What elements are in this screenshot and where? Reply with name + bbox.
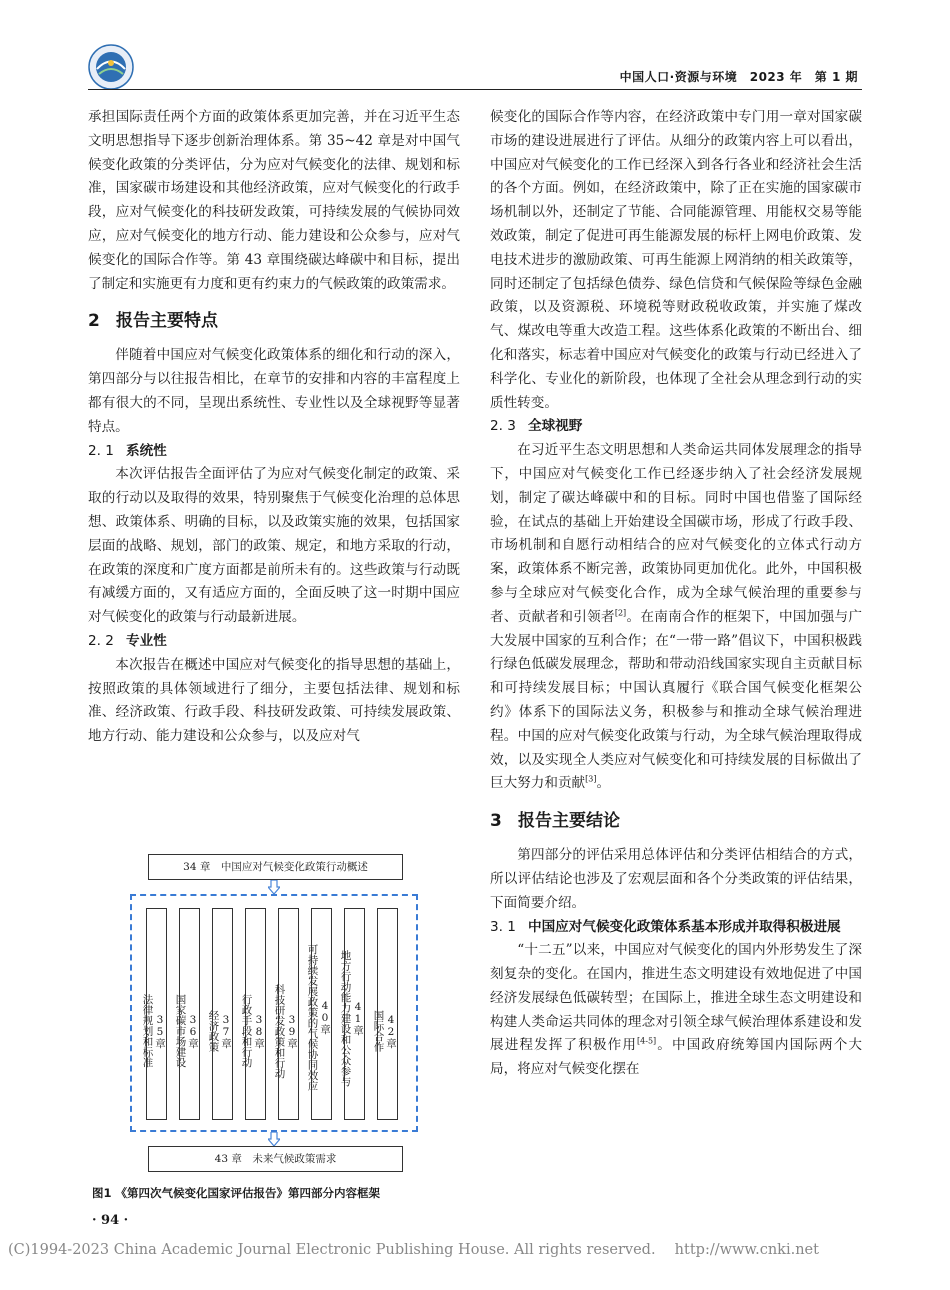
chapter-box bbox=[207, 908, 233, 1120]
chapter-box bbox=[240, 908, 266, 1120]
chapter-title: 法律规划和标准 bbox=[141, 994, 154, 1068]
section-heading bbox=[88, 308, 460, 334]
journal-logo-icon bbox=[88, 44, 134, 90]
subsection-heading bbox=[490, 415, 862, 439]
chapter-box bbox=[174, 908, 200, 1120]
chapter-title: 科技研发政策和行动 bbox=[273, 983, 286, 1079]
section-number: 2 bbox=[88, 311, 100, 332]
citation-ref: [2] bbox=[614, 608, 627, 618]
chapter-title: 经济政策 bbox=[207, 1010, 220, 1052]
citation-ref: [3] bbox=[585, 774, 597, 784]
section-heading bbox=[490, 808, 862, 834]
chapter-number: 40章 bbox=[319, 999, 331, 1035]
subsection-number: 2. 3 bbox=[490, 418, 516, 435]
section-title: 报告主要结论 bbox=[518, 811, 620, 832]
chapter-number: 35章 bbox=[154, 1013, 166, 1049]
chapter-number: 42章 bbox=[385, 1013, 397, 1049]
subsection-heading bbox=[88, 440, 460, 464]
chapter-box bbox=[273, 908, 299, 1120]
chapter-number: 41章 bbox=[352, 1000, 364, 1036]
text-run: 在习近平生态文明思想和人类命运共同体发展理念的指导下，中国应对气候变化工作已经逐步纳入了社会经济发展规划，制定了碳达峰碳中和的目标。同时中国也借鉴了国际经验，在试点的基础上开始建设全国碳市场，形成了行政手段、市场机制和自愿行动相结合的应对气候变化的立体式行动方案，政策体系不断完善，政策协同更加优化。此外，中国积极参与全球应对气候变化合作，成为全球气候治理的重要参与者、贡献者和引领者 bbox=[490, 442, 862, 625]
chapter-number: 39章 bbox=[286, 1013, 298, 1049]
paragraph bbox=[490, 439, 862, 796]
section-number: 3 bbox=[490, 811, 502, 832]
chapter-title: 国家碳市场建设 bbox=[174, 994, 187, 1068]
paragraph: 承担国际责任两个方面的政策体系更加完善，并在习近平生态文明思想指导下逐步创新治理体系。第 35~42 章是对中国气候变化政策的分类评估，分为应对气候变化的法律、规划和标准，国家碳市场建设和其他经济政策，应对气候变化的行政手段，应对气候变化的科技研发政策，可持续发展的气候协同效应，应对气候变化的地方行动、能力建设和公众参与，应对气候变化的国际合作等。第 43 章围绕碳达峰碳中和目标，提出了制定和实施更有力度和更有约束力的气候政策的政策需求。 bbox=[88, 109, 460, 292]
text-run: “十二五”以来，中国应对气候变化的国内外形势发生了深刻复杂的变化。在国内，推进生态文明建设有效地促进了中国经济发展绿色低碳转型；在国际上，推进全球生态文明建设和构建人类命运共同体的理念对引领全球气候治理体系建设和发展进程发挥了积极作用 bbox=[490, 942, 862, 1054]
paragraph: 本次报告在概述中国应对气候变化的指导思想的基础上，按照政策的具体领域进行了细分，主要包括法律、规划和标准、经济政策、行政手段、科技研发政策、可持续发展政策、地方行动、能力建设和公众参与，以及应对气 bbox=[88, 656, 460, 745]
paragraph: 第四部分的评估采用总体评估和分类评估相结合的方式，所以评估结论也涉及了宏观层面和各个分类政策的评估结果，下面简要介绍。 bbox=[490, 847, 862, 911]
chapter-title: 可持续发展政策的气候协同效应 bbox=[306, 943, 319, 1091]
subsection-title: 专业性 bbox=[126, 632, 167, 649]
subsection-title: 系统性 bbox=[126, 442, 167, 459]
journal-header: 中国人口·资源与环境 2023 年 第 1 期 bbox=[619, 70, 858, 84]
paragraph: 伴随着中国应对气候变化政策体系的细化和行动的深入，第四部分与以往报告相比，在章节的安排和内容的丰富程度上都有很大的不同，呈现出系统性、专业性以及全球视野等显著特点。 bbox=[88, 347, 460, 435]
paragraph: 本次评估报告全面评估了为应对气候变化制定的政策、采取的行动以及取得的效果，特别聚焦于气候变化治理的总体思想、政策体系、明确的目标，以及政策实施的效果，包括国家层面的战略、规划，部门的政策、规定，和地方采取的行动，在政策的深度和广度方面都是前所未有的。这些政策与行动既有减缓方面的，又有适应方面的，全面反映了这一时期中国应对气候变化的政策与行动最新进展。 bbox=[88, 466, 460, 626]
down-arrow-icon bbox=[268, 880, 280, 894]
figure-top-box: 34 章 中国应对气候变化政策行动概述 bbox=[148, 854, 403, 880]
chapter-number: 38章 bbox=[253, 1013, 265, 1049]
chapter-title: 行政手段和行动 bbox=[240, 994, 253, 1068]
chapter-box bbox=[306, 908, 332, 1120]
subsection-heading bbox=[490, 916, 862, 940]
paragraph: 候变化的国际合作等内容，在经济政策中专门用一章对国家碳市场的建设进展进行了评估。从细分的政策内容上可以看出，中国应对气候变化的工作已经深入到各行各业和经济社会生活的各个方面。例如，在经济政策中，除了正在实施的国家碳市场机制以外，还制定了节能、合同能源管理、用能权交易等能效政策，制定了促进可再生能源发展的标杆上网电价政策、发电技术进步的激励政策、可再生能源上网消纳的相关政策等，同时还制定了包括绿色债券、绿色信贷和气候保险等绿色金融政策，以及资源税、环境税等财政税收政策，并实施了煤改气、煤改电等重大改造工程。这些体系化政策的不断出台、细化和落实，标志着中国应对气候变化的政策与行动已经进入了科学化、专业化的新阶段，也体现了全社会从理念到行动的实质性转变。 bbox=[490, 109, 862, 411]
chapter-number: 37章 bbox=[220, 1013, 232, 1049]
paragraph bbox=[490, 939, 862, 1082]
text-run: 。 bbox=[596, 775, 611, 792]
text-run: 。中国政府统筹国内国际两个大局，将应对气候变化摆在 bbox=[490, 1037, 862, 1078]
right-column bbox=[490, 106, 862, 1082]
figure-caption: 图1 《第四次气候变化国家评估报告》第四部分内容框架 bbox=[92, 1186, 381, 1200]
copyright-footer: (C)1994-2023 China Academic Journal Electronic Publishing House. All rights reserved. http://www.cnki.net bbox=[8, 1242, 819, 1258]
chapter-number: 36章 bbox=[187, 1013, 199, 1049]
subsection-title: 全球视野 bbox=[528, 418, 583, 435]
chapter-box bbox=[141, 908, 167, 1120]
figure-bottom-box: 43 章 未来气候政策需求 bbox=[148, 1146, 403, 1172]
page-number: · 94 · bbox=[92, 1213, 129, 1228]
chapter-title: 国际合作 bbox=[372, 1010, 385, 1052]
subsection-heading bbox=[88, 630, 460, 654]
figure-framework bbox=[118, 848, 430, 1168]
header-rule bbox=[88, 89, 862, 90]
left-column bbox=[88, 106, 460, 749]
chapter-box bbox=[372, 908, 398, 1120]
text-run: 。在南南合作的框架下，中国加强与广大发展中国家的互利合作；在“一带一路”倡议下，中国积极践行绿色低碳发展理念，帮助和带动沿线国家实现自主贡献目标和可持续发展目标；中国认真履行《联合国气候变化框架公约》体系下的国际法义务，积极参与和推动全球气候治理进程。中国的应对气候变化政策与行动，为全球气候治理取得成效，以及实现全人类应对气候变化和可持续发展的目标做出了巨大努力和贡献 bbox=[490, 608, 862, 792]
subsection-title: 中国应对气候变化政策体系基本形成并取得积极进展 bbox=[528, 918, 841, 935]
subsection-number: 2. 1 bbox=[88, 442, 114, 459]
citation-ref: [4-5] bbox=[637, 1036, 657, 1046]
subsection-number: 3. 1 bbox=[490, 918, 516, 935]
subsection-number: 2. 2 bbox=[88, 632, 114, 649]
section-title: 报告主要特点 bbox=[116, 311, 218, 332]
down-arrow-icon bbox=[268, 1132, 280, 1146]
chapter-title: 地方行动能力建设和公众参与 bbox=[339, 949, 352, 1087]
chapter-box bbox=[339, 908, 365, 1120]
